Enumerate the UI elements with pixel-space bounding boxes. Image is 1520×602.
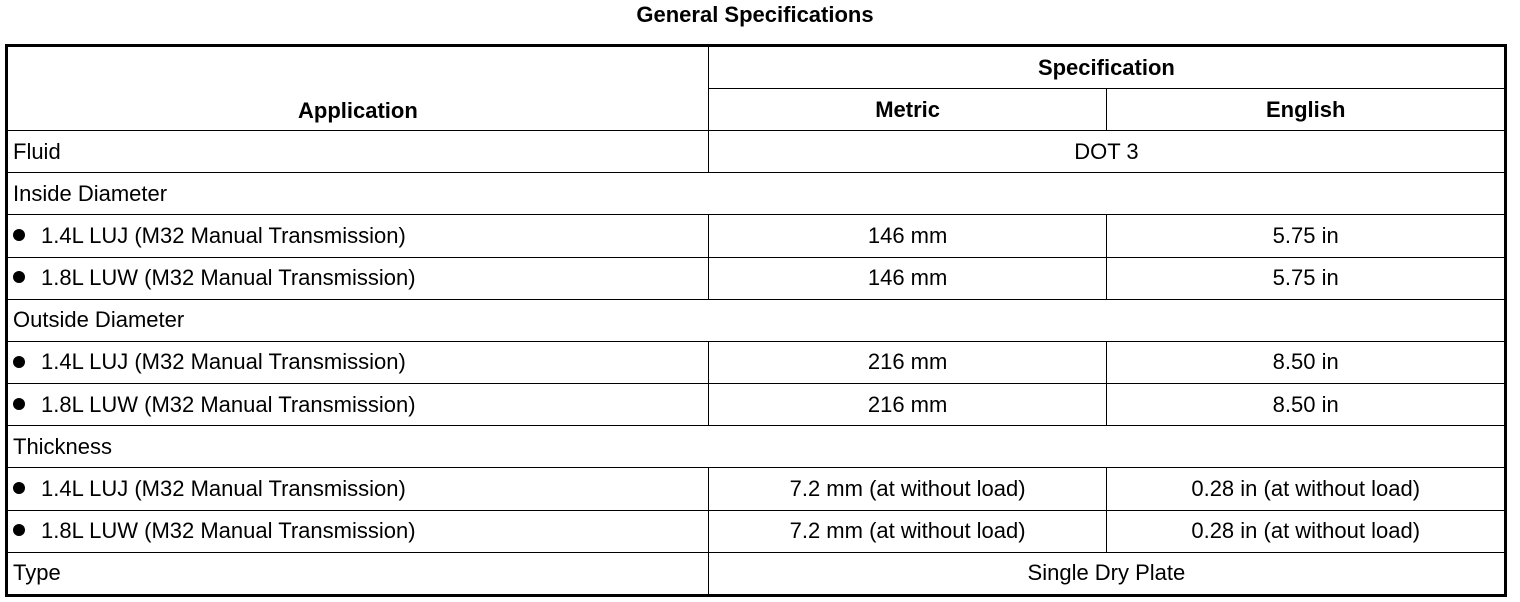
merged-value-cell: DOT 3 [708,131,1505,173]
bullet-icon [13,271,25,283]
metric-header: Metric [708,89,1107,131]
general-specifications-table [5,44,1507,597]
metric-cell: 7.2 mm (at without load) [708,468,1107,510]
section-heading-cell: Inside Diameter [7,173,1506,215]
metric-cell: 146 mm [708,215,1107,257]
application-label: 1.4L LUJ (M32 Manual Transmission) [41,222,406,248]
section-heading-cell: Outside Diameter [7,299,1506,341]
bullet-icon [13,229,25,241]
english-cell: 8.50 in [1107,341,1506,383]
application-label: 1.8L LUW (M32 Manual Transmission) [41,265,416,291]
bullet-icon [13,356,25,368]
bullet-icon [13,524,25,536]
application-cell [7,215,709,257]
table-row [7,552,1506,595]
application-header: Application [7,46,709,131]
table-title: General Specifications [636,2,874,27]
bullet-icon [13,398,25,410]
table-row [7,341,1506,383]
english-cell: 5.75 in [1107,257,1506,299]
application-cell [7,384,709,426]
application-label: 1.4L LUJ (M32 Manual Transmission) [41,475,406,501]
english-cell: 5.75 in [1107,215,1506,257]
application-cell [7,341,709,383]
english-cell: 8.50 in [1107,384,1506,426]
table-row [7,173,1506,215]
table-row [7,299,1506,341]
application-label: 1.8L LUW (M32 Manual Transmission) [41,518,416,544]
application-cell [7,257,709,299]
bullet-icon [13,482,25,494]
english-header: English [1107,89,1506,131]
english-cell: 0.28 in (at without load) [1107,468,1506,510]
table-row [7,131,1506,173]
header-row-top [7,46,1506,89]
table-row [7,510,1506,552]
english-cell: 0.28 in (at without load) [1107,510,1506,552]
application-label: 1.4L LUJ (M32 Manual Transmission) [41,349,406,375]
section-heading-cell: Thickness [7,426,1506,468]
application-label: 1.8L LUW (M32 Manual Transmission) [41,391,416,417]
application-cell: Fluid [7,131,709,173]
metric-cell: 146 mm [708,257,1107,299]
application-cell [7,510,709,552]
metric-cell: 7.2 mm (at without load) [708,510,1107,552]
application-cell [7,468,709,510]
application-cell: Type [7,552,709,595]
table-row [7,468,1506,510]
metric-cell: 216 mm [708,341,1107,383]
merged-value-cell: Single Dry Plate [708,552,1505,595]
table-row [7,384,1506,426]
table-body [7,131,1506,596]
table-row [7,426,1506,468]
table-row [7,215,1506,257]
table-row [7,257,1506,299]
specification-header: Specification [708,46,1505,89]
metric-cell: 216 mm [708,384,1107,426]
